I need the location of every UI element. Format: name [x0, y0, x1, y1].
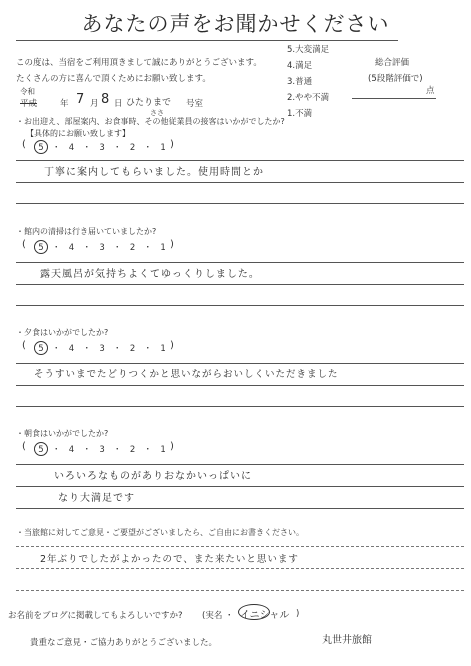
rating-option[interactable]: 1 [160, 445, 166, 455]
answer-opinion: 2年ぶりでしたがよかったので、また来たいと思います [40, 554, 299, 565]
overall-label: 総合評価 [375, 58, 410, 68]
rating-option[interactable]: 4 [68, 445, 75, 455]
intro-line-2: たくさんの方に喜んで頂くためにお願い致します。 [16, 74, 211, 84]
paren-close: ) [170, 340, 174, 351]
paren-open: ( [22, 239, 26, 250]
rating-option[interactable]: 5 [38, 344, 44, 354]
rating-option[interactable]: 5 [38, 445, 44, 455]
rating-option[interactable]: 2 [129, 243, 136, 253]
rating-option[interactable]: 5 [38, 243, 44, 253]
answer-line [16, 305, 464, 306]
answer-line [16, 385, 464, 386]
rating-option[interactable]: 3 [99, 243, 105, 253]
inn-name: 丸世井旅館 [322, 635, 372, 646]
day-value: 8 [101, 92, 110, 107]
rating-option[interactable]: 4 [68, 143, 75, 153]
intro-line-1: この度は、当宿をご利用頂きまして誠にありがとうございます。 [16, 58, 262, 68]
answer-line [16, 182, 464, 183]
blog-question: お名前をブログに掲載してもよろしいですか? [8, 611, 183, 621]
room-suffix: 号室 [186, 99, 204, 109]
rating-service: 5 ・ 4 ・ 3 ・ 2 ・ 1 [30, 141, 174, 153]
month-suffix: 月 [90, 99, 99, 109]
paren-open: ( [22, 340, 26, 351]
day-suffix: 日 [114, 99, 123, 109]
paren-open: ( [22, 139, 26, 150]
rating-breakfast: 5 ・ 4 ・ 3 ・ 2 ・ 1 [30, 443, 174, 455]
rating-option[interactable]: 3 [99, 143, 105, 153]
question-cleaning: ・館内の清掃は行き届いていましたか? [16, 227, 157, 236]
rating-option[interactable]: 4 [68, 243, 75, 253]
paren-close: ) [170, 239, 174, 250]
rating-option[interactable]: 3 [99, 344, 105, 354]
name-label: (実名 ・ [202, 611, 234, 621]
overall-score-line [352, 98, 436, 99]
rating-option[interactable]: 2 [129, 143, 136, 153]
rating-option[interactable]: 5 [38, 143, 44, 153]
rating-cleaning: 5 ・ 4 ・ 3 ・ 2 ・ 1 [30, 241, 174, 253]
rating-option[interactable]: 2 [129, 344, 136, 354]
year-suffix: 年 [60, 99, 69, 109]
selected-rating-mark [34, 341, 48, 355]
detail-label: 【具体的にお願い致します】 [26, 129, 130, 138]
era-new: 令和 [20, 87, 35, 96]
thanks-text: 貴重なご意見・ご協力ありがとうございました。 [30, 638, 218, 648]
answer-service: 丁寧に案内してもらいました。使用時間とか [44, 167, 264, 178]
selected-rating-mark [34, 140, 48, 154]
era-old: 平成 [20, 99, 38, 109]
name-choice: イニシャル [240, 610, 290, 621]
question-dinner: ・夕食はいかがでしたか? [16, 328, 109, 337]
scale-2: 2.やや不満 [287, 93, 330, 103]
answer-line [16, 284, 464, 285]
title-underline [16, 40, 398, 41]
form-title: あなたの声をお聞かせください [81, 12, 390, 36]
answer-line [16, 486, 464, 487]
paren-open: ( [22, 441, 26, 452]
rating-option[interactable]: 1 [160, 143, 166, 153]
room-value: ひたりまで [126, 98, 172, 108]
answer-breakfast-1: いろいろなものがありおなかいっぱいに [54, 471, 252, 482]
answer-line [16, 262, 464, 263]
selected-rating-mark [34, 240, 48, 254]
rating-option[interactable]: 1 [160, 344, 166, 354]
rating-option[interactable]: 1 [160, 243, 166, 253]
selected-rating-mark [34, 442, 48, 456]
scale-4: 4.満足 [287, 61, 313, 71]
name-close: ) [296, 609, 300, 619]
question-opinion: ・当旅館に対してご意見・ご要望がございましたら、ご自由にお書きください。 [16, 528, 304, 537]
scale-5: 5.大変満足 [287, 45, 330, 55]
answer-line [16, 160, 464, 161]
month-value: 7 [76, 92, 85, 107]
answer-line [16, 363, 464, 364]
answer-line [16, 568, 464, 569]
scale-3: 3.普通 [287, 77, 313, 87]
answer-line [16, 464, 464, 465]
answer-line [16, 203, 464, 204]
answer-cleaning: 露天風呂が気持ちよくてゆっくりしました。 [40, 269, 260, 280]
answer-line [16, 508, 464, 509]
scale-1: 1.不満 [287, 109, 313, 119]
overall-unit: 点 [426, 86, 435, 96]
answer-dinner: そうすいまでたどりつくかと思いながらおいしくいただきました [34, 369, 339, 380]
rating-dinner: 5 ・ 4 ・ 3 ・ 2 ・ 1 [30, 342, 174, 354]
answer-line [16, 546, 464, 547]
overall-sublabel: (5段階評価で) [368, 74, 423, 84]
room-note: ささ [150, 109, 164, 117]
answer-breakfast-2: なり大満足です [58, 493, 135, 504]
rating-option[interactable]: 3 [99, 445, 105, 455]
initial-circle-mark [238, 604, 270, 620]
answer-line [16, 406, 464, 407]
rating-option[interactable]: 2 [129, 445, 136, 455]
answer-line [16, 590, 464, 591]
question-breakfast: ・朝食はいかがでしたか? [16, 429, 109, 438]
question-service: ・お出迎え、部屋案内、お食事時、その他従業員の接客はいかがでしたか? [16, 117, 285, 126]
paren-close: ) [170, 139, 174, 150]
paren-close: ) [170, 441, 174, 452]
rating-option[interactable]: 4 [68, 344, 75, 354]
